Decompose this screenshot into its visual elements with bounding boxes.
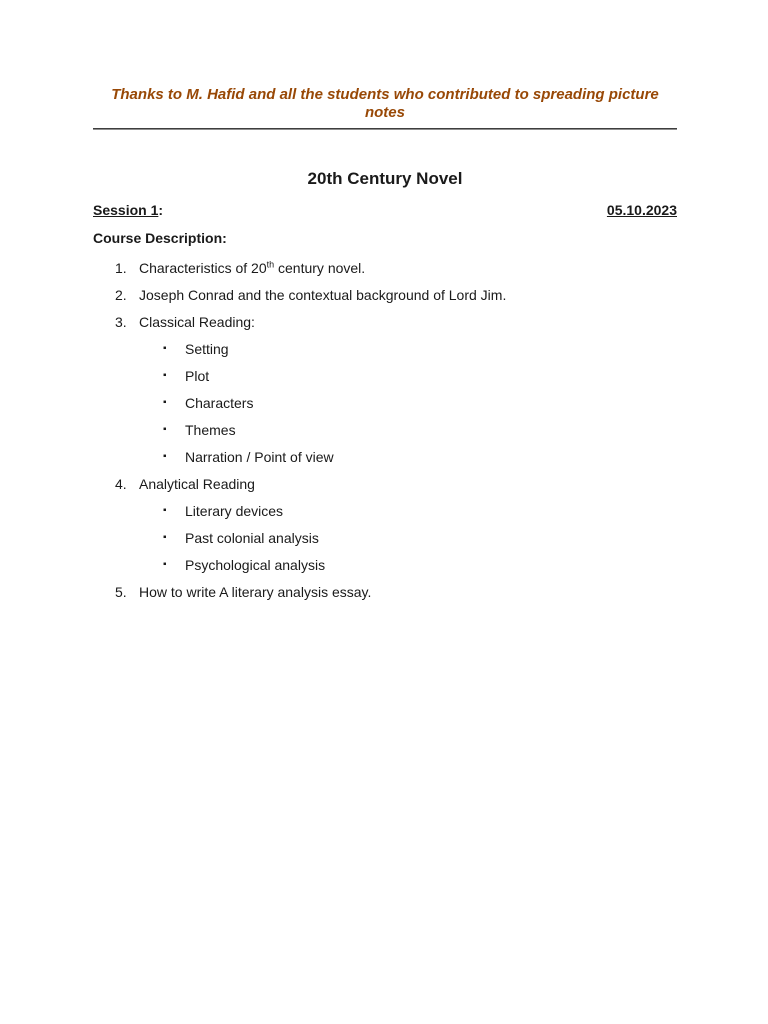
sub-list-item xyxy=(93,529,677,547)
sub-list-item xyxy=(93,502,677,520)
sub-list-item xyxy=(93,421,677,439)
session-heading xyxy=(93,201,163,219)
session-label: Session 1 xyxy=(93,202,159,218)
list-item xyxy=(93,259,677,277)
list-item xyxy=(93,475,677,493)
list-item-text: How to write A literary analysis essay. xyxy=(139,584,372,600)
list-item-text: Classical Reading: xyxy=(139,314,255,330)
list-item-text: Joseph Conrad and the contextual background of Lord Jim. xyxy=(139,287,507,303)
sub-list-item-text: Psychological analysis xyxy=(185,557,326,573)
square-bullet-icon: ▪ xyxy=(163,451,167,462)
sub-list-item xyxy=(93,367,677,385)
square-bullet-icon: ▪ xyxy=(163,424,167,435)
square-bullet-icon: ▪ xyxy=(163,343,167,354)
session-date: 05.10.2023 xyxy=(606,202,677,218)
list-item xyxy=(93,313,677,331)
sub-list-item xyxy=(93,556,677,574)
course-outline-list xyxy=(93,259,677,601)
page-title: 20th Century Novel xyxy=(307,169,463,188)
sub-list-item-text: Characters xyxy=(185,395,254,411)
sub-list-item-text: Plot xyxy=(185,368,210,384)
list-item-text xyxy=(139,259,365,277)
square-bullet-icon: ▪ xyxy=(163,505,167,516)
superscript-ordinal: th xyxy=(266,259,275,270)
header-rule xyxy=(93,128,677,130)
list-item-number: 2. xyxy=(115,287,127,303)
sub-list-item-text: Narration / Point of view xyxy=(185,449,334,465)
list-item-number: 3. xyxy=(115,314,127,330)
list-item xyxy=(93,583,677,601)
sub-list-item-text: Setting xyxy=(185,341,229,357)
header-note: Thanks to M. Hafid and all the students who contributed to spreading picture notes xyxy=(111,86,659,121)
sub-list-item-text: Literary devices xyxy=(185,503,284,519)
course-description-heading: Course Description: xyxy=(93,230,227,246)
item-text-segment: century novel. xyxy=(274,260,366,276)
sub-list-item xyxy=(93,394,677,412)
list-item xyxy=(93,286,677,304)
list-item-text: Analytical Reading xyxy=(139,476,255,492)
item-text-segment: Characteristics of 20 xyxy=(139,260,267,276)
square-bullet-icon: ▪ xyxy=(163,532,167,543)
sub-list-item xyxy=(93,448,677,466)
square-bullet-icon: ▪ xyxy=(163,559,167,570)
session-row xyxy=(93,201,677,219)
sub-list-item xyxy=(93,340,677,358)
square-bullet-icon: ▪ xyxy=(163,370,167,381)
square-bullet-icon: ▪ xyxy=(163,397,167,408)
sub-list-item-text: Past colonial analysis xyxy=(185,530,319,546)
list-item-number: 1. xyxy=(115,260,127,276)
list-item-number: 4. xyxy=(115,476,127,492)
sub-list-item-text: Themes xyxy=(185,422,236,438)
list-item-number: 5. xyxy=(115,584,127,600)
session-colon: : xyxy=(158,202,164,218)
